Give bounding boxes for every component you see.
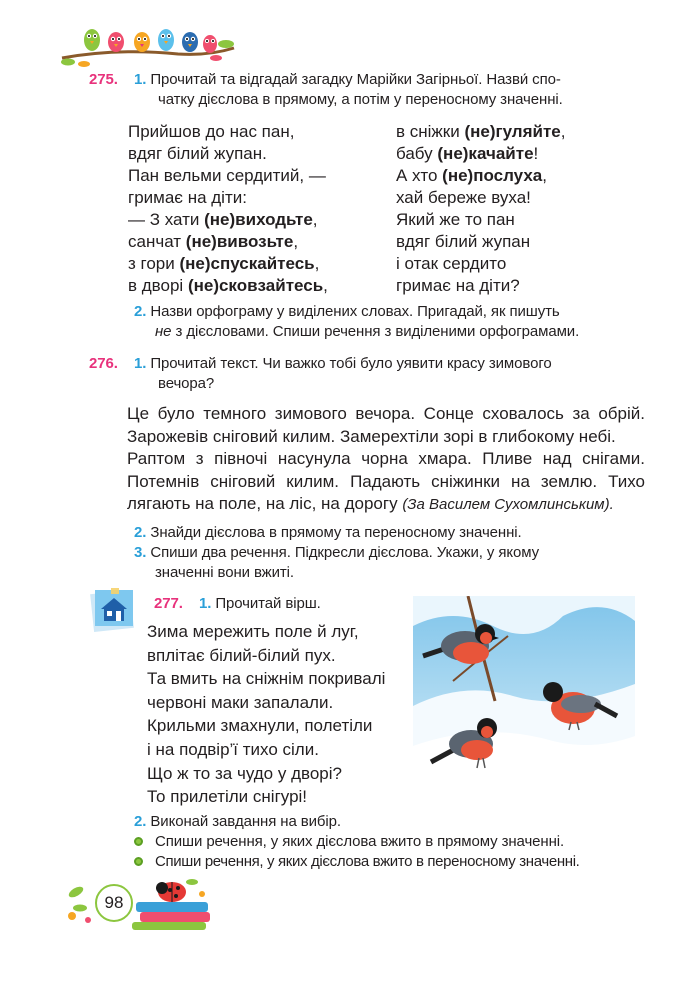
poem-text: з гори [128,254,180,273]
poem-text: гримає на діти: [128,188,247,207]
poem-line [128,209,328,231]
poem-line [396,231,566,253]
poem-line [128,187,328,209]
poem-text: , [323,276,328,295]
highlighted-word: (не)сковзайтесь [187,276,324,295]
poem-line [396,143,566,165]
poem-line: То прилетіли снігурі! [147,787,308,807]
poem-text: , [560,122,566,141]
task-text: Спиши два речення. Підкресли дієслова. Укажи, у якому [150,544,540,561]
task-text: Назви орфограму у виділених словах. Пригадай, як пишуть [150,303,560,320]
task-text-italic: не [155,323,172,340]
poem-line [128,143,328,165]
highlighted-word: (не)виходьте [204,210,313,229]
paragraph-2 [89,448,645,517]
poem-text: санчат [128,232,186,251]
poem-text: — З хати [128,210,205,229]
poem-line [128,253,328,275]
riddle-poem-right [396,121,566,297]
task-text: Знайди дієслова в прямому та переносному значенні. [150,524,522,541]
step-number: 1. [198,595,212,612]
poem-text: , [293,232,299,251]
task-text-line2: чатку дієслова в прямому, а потім у переносному значенні. [158,91,563,108]
poem-text: вдяг білий жупан. [128,144,267,163]
step-number: 3. [134,544,147,561]
paragraph-2-text: Раптом з півночі насунула чорна хмара. Пливе над снігами. Потемнів сніговий килим. Падають сніжинки на землю. Тихо лягають на поле, на ліс, на дорогу [127,449,645,513]
exercise-number: 276. [89,355,118,372]
poem-line: і на подвір’ї тихо сіли. [147,739,319,759]
task-text-line2: значенні вони вжиті. [155,564,294,581]
step-number: 2. [134,524,147,541]
step-number: 2. [134,303,147,320]
poem-text: , [542,166,547,185]
exercise-number: 275. [89,71,118,88]
option-2 [134,852,674,872]
poem-text: бабу [396,144,438,163]
poem-text: А хто [396,166,443,185]
poem-text: Прийшов до нас пан, [128,122,295,141]
text-source: (За Василем Сухомлинським). [402,496,614,513]
green-bullet-icon [134,857,143,866]
poem-line [128,165,328,187]
poem-line [128,231,328,253]
poem-line: Що ж то за чудо у дворі? [147,763,342,783]
poem-line [396,253,566,275]
poem-line: Крильми змахнули, полетіли [147,716,373,736]
poem-text: хай береже вуха! [396,188,531,207]
poem-text: Пан вельми сердитий, — [128,166,326,185]
poem-line [396,275,566,297]
poem-text: гримає на діти? [396,276,520,295]
highlighted-word: (не)гуляйте [464,122,561,141]
ladybug-on-books-decoration [66,872,216,932]
page-number: 98 [95,884,133,922]
green-bullet-icon [134,837,143,846]
poem-text: ! [533,144,539,163]
poem-text: в дворі [128,276,188,295]
step-number: 1. [133,355,147,372]
exercise-275-task-1 [89,70,649,110]
option-1 [134,832,654,852]
house-note-icon [89,587,139,633]
poem-line [396,165,566,187]
exercise-275-task-2 [134,302,646,342]
highlighted-word: (не)вивозьте [185,232,294,251]
exercise-number: 277. [154,595,183,612]
option-text: Спиши речення, у яких дієслова вжито в прямому значенні. [155,833,565,850]
poem-text: вдяг білий жупан [396,232,531,251]
poem-text: в сніжки [396,122,465,141]
poem-text: Який же то пан [396,210,515,229]
poem-line: Та вмить на сніжнім покривалі [147,669,386,689]
step-number: 1. [133,71,147,88]
option-text: Спиши речення, у яких дієслова вжито в переносному значенні. [155,853,580,870]
poem-line [396,121,566,143]
poem-text: і отак сердито [396,254,507,273]
exercise-277-task-2 [134,812,654,832]
poem-line: вплітає білий-білий пух. [147,645,336,665]
task-text: з дієсловами. Спиши речення з виділеними орфограмами. [171,323,580,340]
paragraph-1: Це було темного зимового вечора. Сонце сховалось за обрій. Зарожевів сніговий килим. Замерехтіли зорі в глибокому небі. [127,404,645,446]
highlighted-word: (не)спускайтесь [179,254,315,273]
exercise-276-text [89,403,645,517]
step-number: 2. [134,813,147,830]
highlighted-word: (не)качайте [437,144,534,163]
bullfinches-illustration [413,596,635,794]
poem-line: червоні маки запалали. [147,692,334,712]
highlighted-word: (не)послуха [442,166,543,185]
poem-line [128,121,328,143]
exercise-276-task-3 [134,543,646,583]
exercise-276-task-1 [89,354,647,394]
poem-text: , [314,254,320,273]
birds-on-branch-decoration [58,18,238,70]
task-text: Виконай завдання на вибір. [150,813,341,830]
poem-line [396,209,566,231]
poem-text: , [312,210,318,229]
winter-poem [147,620,385,809]
exercise-277-task-1 [154,594,321,614]
poem-line [396,187,566,209]
riddle-poem-left [128,121,328,297]
poem-line [128,275,328,297]
task-text: Прочитай текст. Чи важко тобі було уявити красу зимового [150,355,552,372]
task-text-line2: вечора? [158,375,215,392]
exercise-276-task-2 [134,523,646,543]
poem-line: Зима мережить поле й луг, [147,622,359,641]
task-text: Прочитай вірш. [215,595,321,612]
task-text: Прочитай та відгадай загадку Марійки Загірньої. Назви́ спо- [150,71,561,88]
